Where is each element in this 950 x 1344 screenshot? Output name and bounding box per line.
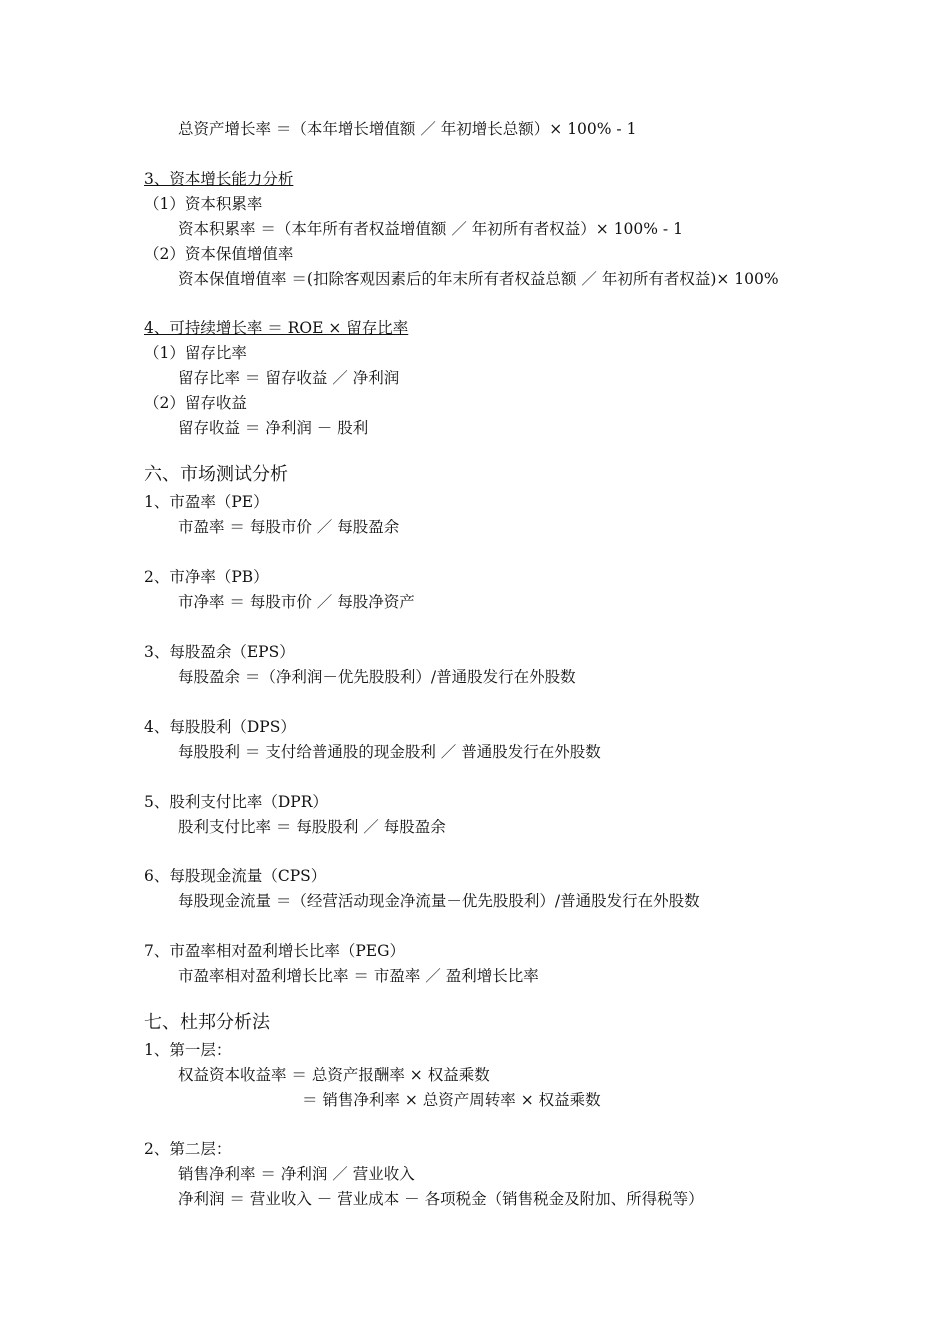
formula-dpr: 股利支付比率 ＝ 每股股利 ／ 每股盈余 <box>178 818 446 836</box>
heading-sustainable-growth: 4、可持续增长率 ＝ ROE × 留存比率 <box>144 319 409 337</box>
heading-dpr: 5、股利支付比率（DPR） <box>144 793 328 811</box>
formula-roe-2: ＝ 销售净利率 × 总资产周转率 × 权益乘数 <box>302 1091 601 1109</box>
formula-peg: 市盈率相对盈利增长比率 ＝ 市盈率 ／ 盈利增长比率 <box>178 967 539 985</box>
heading-peg: 7、市盈率相对盈利增长比率（PEG） <box>144 942 405 960</box>
formula-eps: 每股盈余 ＝（净利润－优先股股利）/普通股发行在外股数 <box>178 668 576 686</box>
heading-capital-growth: 3、资本增长能力分析 <box>144 170 294 188</box>
heading-pb: 2、市净率（PB） <box>144 568 269 586</box>
section-dupont: 七、杜邦分析法 <box>144 1012 270 1033</box>
heading-layer-two: 2、第二层： <box>144 1140 232 1158</box>
heading-layer-one: 1、第一层： <box>144 1041 232 1059</box>
heading-eps: 3、每股盈余（EPS） <box>144 643 295 661</box>
formula-retained-earnings: 留存收益 ＝ 净利润 － 股利 <box>178 419 369 437</box>
heading-cps: 6、每股现金流量（CPS） <box>144 867 327 885</box>
subheading-retention-ratio: （1）留存比率 <box>144 344 247 362</box>
formula-pb: 市净率 ＝ 每股市价 ／ 每股净资产 <box>178 593 415 611</box>
formula-capital-accumulation: 资本积累率 ＝（本年所有者权益增值额 ／ 年初所有者权益）× 100% - 1 <box>178 220 683 238</box>
heading-dps: 4、每股股利（DPS） <box>144 718 296 736</box>
subheading-retained-earnings: （2）留存收益 <box>144 394 247 412</box>
formula-net-profit: 净利润 ＝ 营业收入 － 营业成本 － 各项税金（销售税金及附加、所得税等） <box>178 1190 704 1208</box>
subheading-capital-accumulation: （1）资本积累率 <box>144 195 263 213</box>
formula-pe: 市盈率 ＝ 每股市价 ／ 每股盈余 <box>178 518 400 536</box>
formula-roe-1: 权益资本收益率 ＝ 总资产报酬率 × 权益乘数 <box>178 1066 490 1084</box>
formula-capital-preservation: 资本保值增值率 ＝(扣除客观因素后的年末所有者权益总额 ／ 年初所有者权益)× 100% <box>178 270 779 288</box>
formula-net-profit-margin: 销售净利率 ＝ 净利润 ／ 营业收入 <box>178 1165 415 1183</box>
formula-retention-ratio: 留存比率 ＝ 留存收益 ／ 净利润 <box>178 369 400 387</box>
formula-cps: 每股现金流量 ＝（经营活动现金净流量－优先股股利）/普通股发行在外股数 <box>178 892 700 910</box>
formula-dps: 每股股利 ＝ 支付给普通股的现金股利 ／ 普通股发行在外股数 <box>178 743 601 761</box>
formula-total-asset-growth: 总资产增长率 ＝（本年增长增值额 ／ 年初增长总额）× 100% - 1 <box>178 120 637 138</box>
section-market-test: 六、市场测试分析 <box>144 464 288 485</box>
heading-pe: 1、市盈率（PE） <box>144 493 269 511</box>
subheading-capital-preservation: （2）资本保值增值率 <box>144 245 294 263</box>
